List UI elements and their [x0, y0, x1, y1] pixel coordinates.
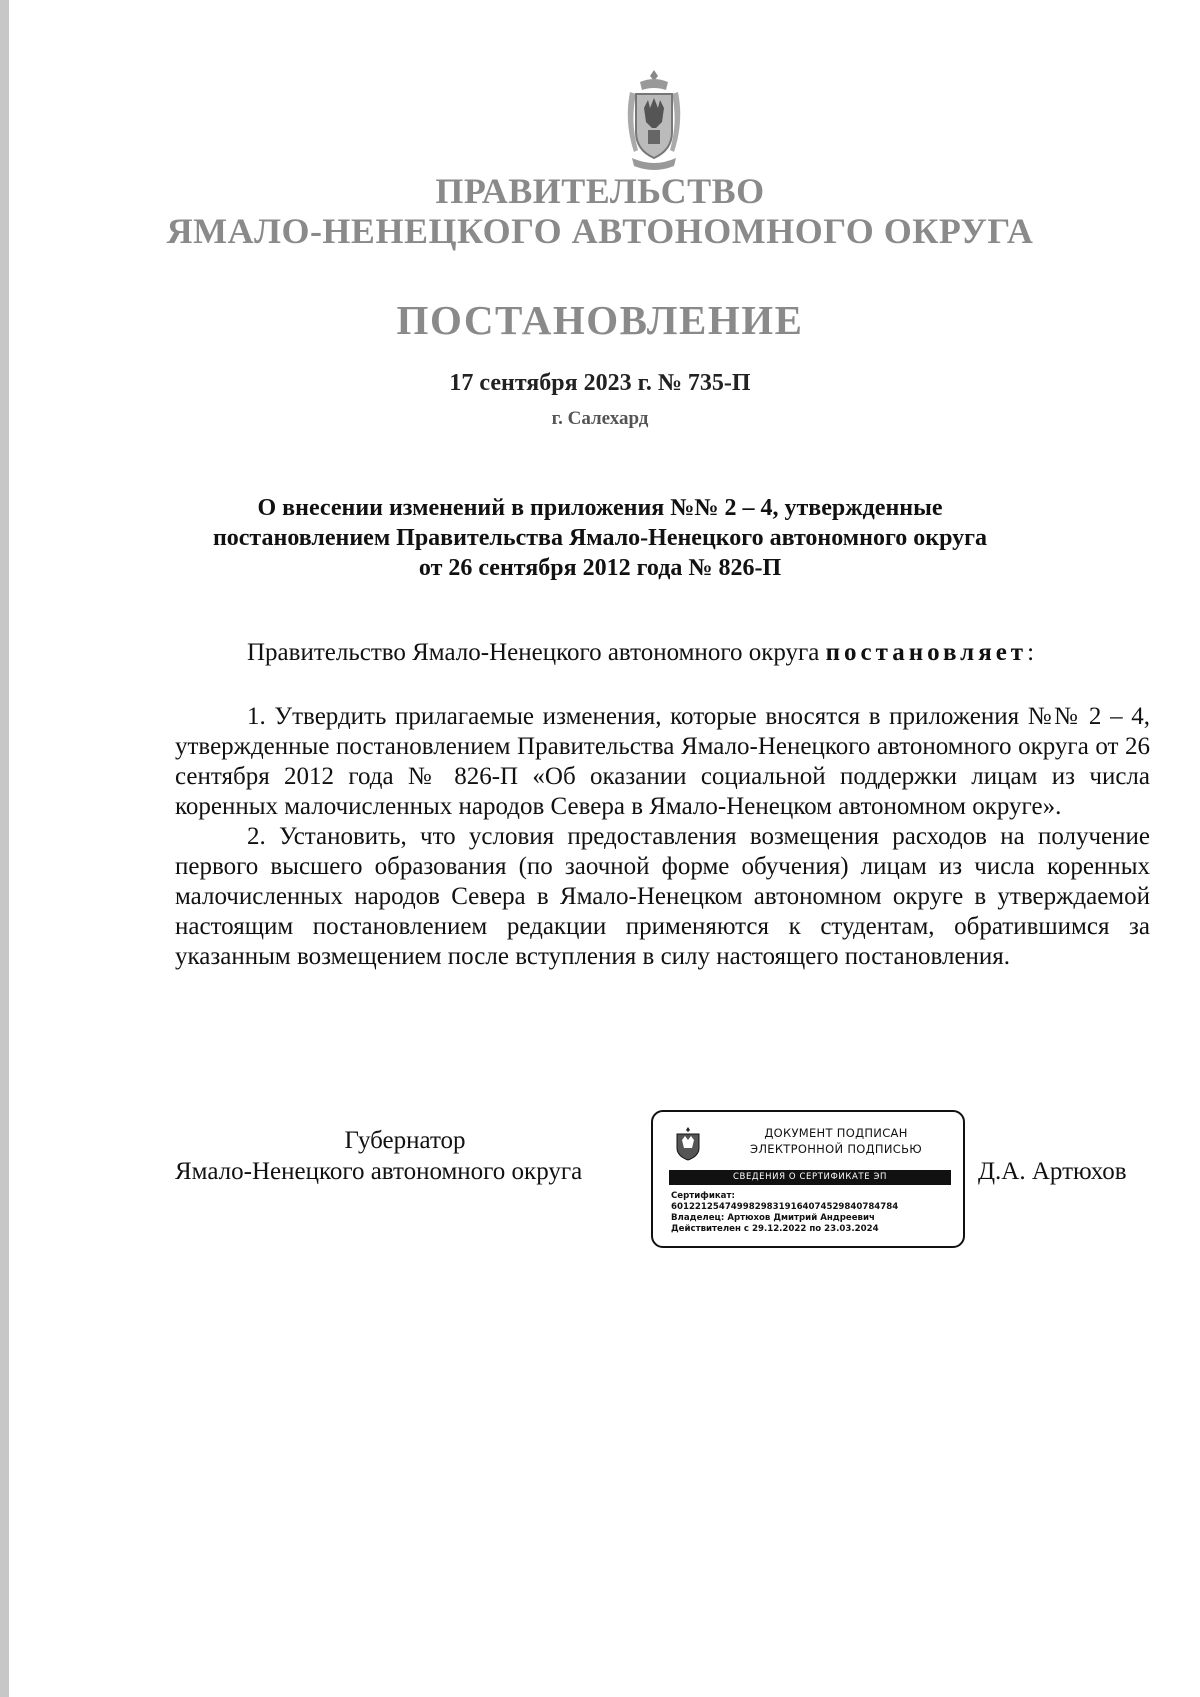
signatory-organization: Ямало-Ненецкого автономного округа — [175, 1158, 583, 1185]
signatory-name: Д.А. Артюхов — [978, 1158, 1127, 1185]
stamp-heading: ДОКУМЕНТ ПОДПИСАН — [764, 1126, 908, 1140]
stamp-certificate-number: 60122125474998298319164074529840784784 — [671, 1202, 899, 1212]
stamp-certificate-bar: СВЕДЕНИЯ О СЕРТИФИКАТЕ ЭП — [669, 1170, 951, 1185]
preamble-emphasis: постановляет — [825, 639, 1028, 666]
coat-of-arms-icon — [622, 68, 686, 172]
electronic-signature-stamp — [651, 1110, 965, 1248]
resolution-body — [175, 702, 1150, 972]
coat-of-arms-icon — [673, 1126, 703, 1162]
stamp-heading: ЭЛЕКТРОННОЙ ПОДПИСЬЮ — [750, 1142, 922, 1156]
resolution-item: 1. Утвердить прилагаемые изменения, которые вносятся в приложения №№ 2 – 4, утвержденные постановлением Правительства Ямало-Ненецкого автономного округа от 26 сентября 2012 года № 826-П «Об оказании социальной поддержки лицам из числа коренных малочисленных народов Севера в Ямало-Ненецком автономном округе». — [175, 703, 1150, 820]
org-name-line1: ПРАВИТЕЛЬСТВО — [435, 171, 765, 211]
stamp-validity: Действителен с 29.12.2022 по 23.03.2024 — [671, 1224, 879, 1234]
resolution-item: 2. Установить, что условия предоставления возмещения расходов на получение первого высшего образования (по заочной форме обучения) лицам из числа коренных малочисленных народов Севера в Ямало-Ненецком автономном округе в утверждаемой настоящим постановлением редакции применяются к студентам, обратившимся за указанным возмещением после вступления в силу настоящего постановления. — [175, 823, 1150, 970]
subject-line: О внесении изменений в приложения №№ 2 – 4, утвержденные — [257, 495, 943, 521]
stamp-certificate-label: Сертификат: — [671, 1191, 735, 1201]
preamble — [175, 638, 1150, 668]
stamp-owner: Владелец: Артюхов Дмитрий Андреевич — [671, 1213, 875, 1223]
signatory-title: Губернатор — [344, 1127, 466, 1154]
document-subject — [180, 493, 1020, 583]
preamble-text: Правительство Ямало-Ненецкого автономного округа — [247, 639, 826, 666]
preamble-end: : — [1027, 639, 1035, 666]
subject-line: постановлением Правительства Ямало-Ненецкого автономного округа — [212, 525, 988, 551]
date-and-number: 17 сентября 2023 г. № 735-П — [449, 370, 751, 396]
subject-line: от 26 сентября 2012 года № 826-П — [418, 555, 782, 581]
org-name-line2: ЯМАЛО-НЕНЕЦКОГО АВТОНОМНОГО ОКРУГА — [166, 211, 1034, 251]
city: г. Салехард — [551, 408, 649, 429]
document-type-title: ПОСТАНОВЛЕНИЕ — [396, 297, 804, 343]
